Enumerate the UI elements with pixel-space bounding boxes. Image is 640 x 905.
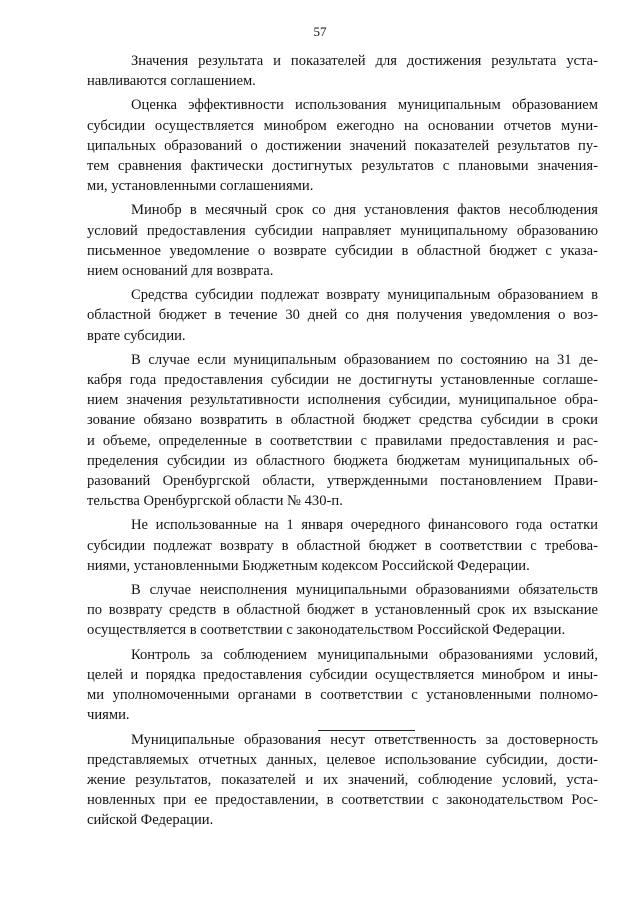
paragraph-line: навливаются соглашением. xyxy=(87,73,256,90)
paragraph-line: Оценка эффективности использования муниципальным образованием xyxy=(131,97,598,114)
paragraph xyxy=(87,285,598,346)
paragraph-line: субсидии осуществляется минобром ежегодно на основании отчетов муни- xyxy=(87,117,598,134)
paragraph-line: ми, установленными соглашениями. xyxy=(87,178,314,195)
page-number: 57 xyxy=(313,24,327,39)
paragraph-line: сийской Федерации. xyxy=(87,812,214,829)
paragraph-line: Минобр в месячный срок со дня установления фактов несоблюдения xyxy=(131,202,598,219)
paragraph-line: областной бюджет в течение 30 дней со дня получения уведомления о воз- xyxy=(87,307,598,324)
paragraph-line: ниями, установленными Бюджетным кодексом Российской Федерации. xyxy=(87,557,530,574)
paragraph xyxy=(87,200,598,281)
paragraph-line: Контроль за соблюдением муниципальными образованиями условий, xyxy=(131,646,598,663)
paragraph-line: Муниципальные образования несут ответственность за достоверность xyxy=(131,731,598,748)
paragraph-line: представляемых отчетных данных, целевое использование субсидии, дости- xyxy=(87,751,598,768)
paragraph-line: и объеме, определенные в соответствии с правилами предоставления и рас- xyxy=(87,432,598,449)
end-of-section-rule xyxy=(318,730,415,731)
paragraph-line: условий предоставления субсидии направляет муниципальному образованию xyxy=(87,222,598,239)
paragraph-line: В случае если муниципальным образованием по состоянию на 31 де- xyxy=(131,351,598,368)
paragraph xyxy=(87,51,598,91)
paragraph-line: Значения результата и показателей для достижения результата уста- xyxy=(131,53,598,69)
paragraph xyxy=(87,580,598,641)
paragraph-line: Средства субсидии подлежат возврату муниципальным образованием в xyxy=(131,287,598,304)
document-body xyxy=(87,51,598,835)
paragraph-line: новленных при ее предоставлении, в соответствии с законодательством Рос- xyxy=(87,792,598,809)
paragraph-line: тельства Оренбургской области № 430-п. xyxy=(87,493,343,510)
paragraph-line: нием оснований для возврата. xyxy=(87,263,274,280)
paragraph xyxy=(87,645,598,726)
paragraph-line: В случае неисполнения муниципальными образованиями обязательств xyxy=(131,582,598,599)
paragraph-line: ципальных образований о достижении значений показателей результатов пу- xyxy=(87,137,598,154)
paragraph-line: разований Оренбургской области, утвержденными постановлением Прави- xyxy=(87,473,598,490)
paragraph-line: осуществляется в соответствии с законодательством Российской Федерации. xyxy=(87,622,566,639)
paragraph-line: субсидии подлежат возврату в областной бюджет в соответствии с требова- xyxy=(87,537,598,554)
paragraph xyxy=(87,350,598,512)
paragraph-line: целей и порядка предоставления субсидии осуществляется минобром и ины- xyxy=(87,666,598,683)
paragraph-line: нием значения результативности исполнения субсидии, муниципальное обра- xyxy=(87,392,598,409)
paragraph xyxy=(87,730,598,831)
paragraph-line: Не использованные на 1 января очередного финансового года остатки xyxy=(131,517,598,534)
paragraph-line: чиями. xyxy=(87,707,130,724)
paragraph-line: письменное уведомление о возврате субсидии в областной бюджет с указа- xyxy=(87,242,598,259)
paragraph xyxy=(87,95,598,196)
paragraph-line: тем сравнения фактически достигнутых результатов с плановыми значения- xyxy=(87,158,598,175)
paragraph-line: кабря года предоставления субсидии не достигнуты установленные соглаше- xyxy=(87,372,598,389)
paragraph-line: ми уполномоченными органами в соответствии с установленными полномо- xyxy=(87,687,598,704)
paragraph-line: по возврату средств в областной бюджет в установленный срок их взыскание xyxy=(87,602,598,619)
paragraph-line: врате субсидии. xyxy=(87,327,186,344)
paragraph-line: зование обязано возвратить в областной бюджет средства субсидии в сроки xyxy=(87,412,598,429)
paragraph xyxy=(87,515,598,576)
paragraph-line: пределения субсидии из областного бюджета бюджетам муниципальных об- xyxy=(87,452,598,469)
paragraph-line: жение результатов, показателей и их значений, соблюдение условий, уста- xyxy=(87,771,598,788)
